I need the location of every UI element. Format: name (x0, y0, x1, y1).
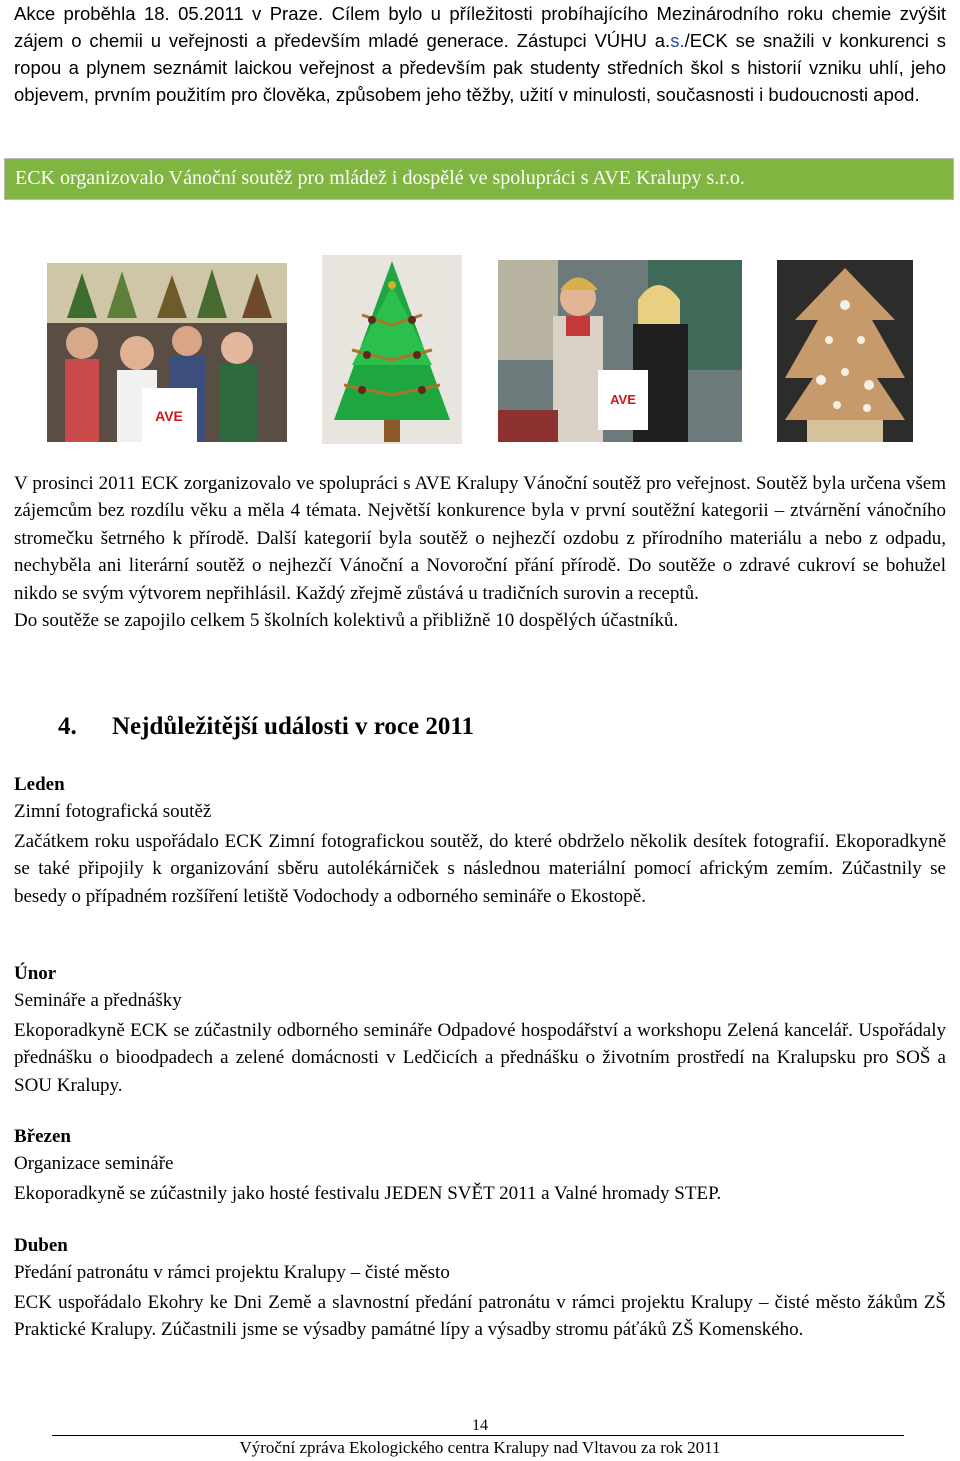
children-with-ave-bags-photo (47, 263, 287, 442)
prize-handover-photo (498, 260, 742, 442)
contest-line: Do soutěže se zapojilo celkem 5 školních kolektivů a přibližně 10 dospělých účastníků. (14, 610, 679, 632)
page-number: 14 (472, 1417, 488, 1434)
month-subtitle-unor: Semináře a přednášky (14, 990, 182, 1011)
section-title: Nejdůležitější události v roce 2011 (112, 713, 474, 740)
month-body-leden: Začátkem roku uspořádalo ECK Zimní fotografickou soutěž, do které obdrželo několik desítek fotografií. Ekoporadkyně se také připojily k organizování sběru autolékárniček s následnou materiální pomocí africkým zemím. Zúčastnily se besedy o případném rozšíření letiště Vodochody a odborného semináře o Ekostopě. (14, 831, 946, 907)
gingerbread-tree-photo (777, 260, 913, 442)
month-subtitle-duben: Předání patronátu v rámci projektu Kralupy – čisté město (14, 1262, 450, 1283)
ave-logo-text: AVE (155, 408, 183, 424)
intro-text-b: /ECK se snažili v konkurenci s ropou a plynem seznámit laickou veřejnost a především pak studenty středních škol s historií vzniku uhlí, jeho objevem, prvním použitím pro člověka, způsobem jeho těžby, užití v minulosti, současnosti i budoucnosti apod. (14, 30, 946, 105)
month-subtitle-leden: Zimní fotografická soutěž (14, 801, 212, 822)
month-heading-brezen: Březen (14, 1126, 71, 1147)
month-body-unor: Ekoporadkyně ECK se zúčastnily odborného semináře Odpadové hospodářství a workshopu Zelená kancelář. Uspořádaly přednášku o bioodpadech a zelené domácnosti v Ledčicích a přednášku o životním prostředí na Kralupsku pro SOŠ a SOU Kralupy. (14, 1020, 946, 1096)
month-heading-leden: Leden (14, 774, 65, 795)
month-body-duben: ECK uspořádalo Ekohry ke Dni Země a slavnostní předání patronátu v rámci projektu Kralupy – čisté město žákům ZŠ Praktické Kralupy. Zúčastnili jsme se výsadby památné lípy a výsadby stromu páťáků ZŠ Komenského. (14, 1292, 946, 1341)
ave-logo-text: AVE (610, 392, 636, 407)
green-christmas-tree-craft-photo (322, 255, 462, 444)
month-body-brezen: Ekoporadkyně se zúčastnily jako hosté festivalu JEDEN SVĚT 2011 a Valné hromady STEP. (14, 1183, 722, 1204)
intro-link-text: s. (670, 30, 685, 51)
intro-text-a: Akce proběhla 18. 05.2011 v Praze. Cílem bylo u příležitosti probíhajícího Mezinárodního roku chemie zvýšit zájem o chemii u veřejnosti a především mladé generace. Zástupci VÚHU a. (14, 3, 946, 51)
contest-paragraph (14, 470, 946, 634)
month-heading-duben: Duben (14, 1235, 68, 1256)
contest-banner (4, 158, 954, 200)
intro-paragraph (14, 0, 946, 108)
contest-line: V prosinci 2011 ECK zorganizovalo ve spolupráci s AVE Kralupy Vánoční soutěž pro veřejnost. Soutěž byla určena všem zájemcům bez rozdílu věku a měla 4 témata. Největší konkurence byla v první soutěžní kategorii – ztvárnění vánočního stromečku šetrného k přírodě. Další kategorií byla soutěž o nejhezčí ozdobu z přírodního materiálu a nebo z odpadu, nechyběla ani literární soutěž o nejhezčí Vánoční a Novoroční přání přírodě. Do soutěže o zdravé cukroví se bohužel nikdo se svým výtvorem nepřihlásil. Každý zřejmě zůstává u tradičních surovin a receptů. (14, 473, 946, 604)
section-number: 4. (58, 713, 77, 740)
month-subtitle-brezen: Organizace semináře (14, 1153, 174, 1174)
footer-text: Výroční zpráva Ekologického centra Kralupy nad Vltavou za rok 2011 (239, 1438, 721, 1457)
footer-divider (52, 1435, 904, 1436)
month-heading-unor: Únor (14, 963, 57, 984)
banner-text: ECK organizovalo Vánoční soutěž pro mládež i dospělé ve spolupráci s AVE Kralupy s.r.o. (15, 167, 745, 189)
